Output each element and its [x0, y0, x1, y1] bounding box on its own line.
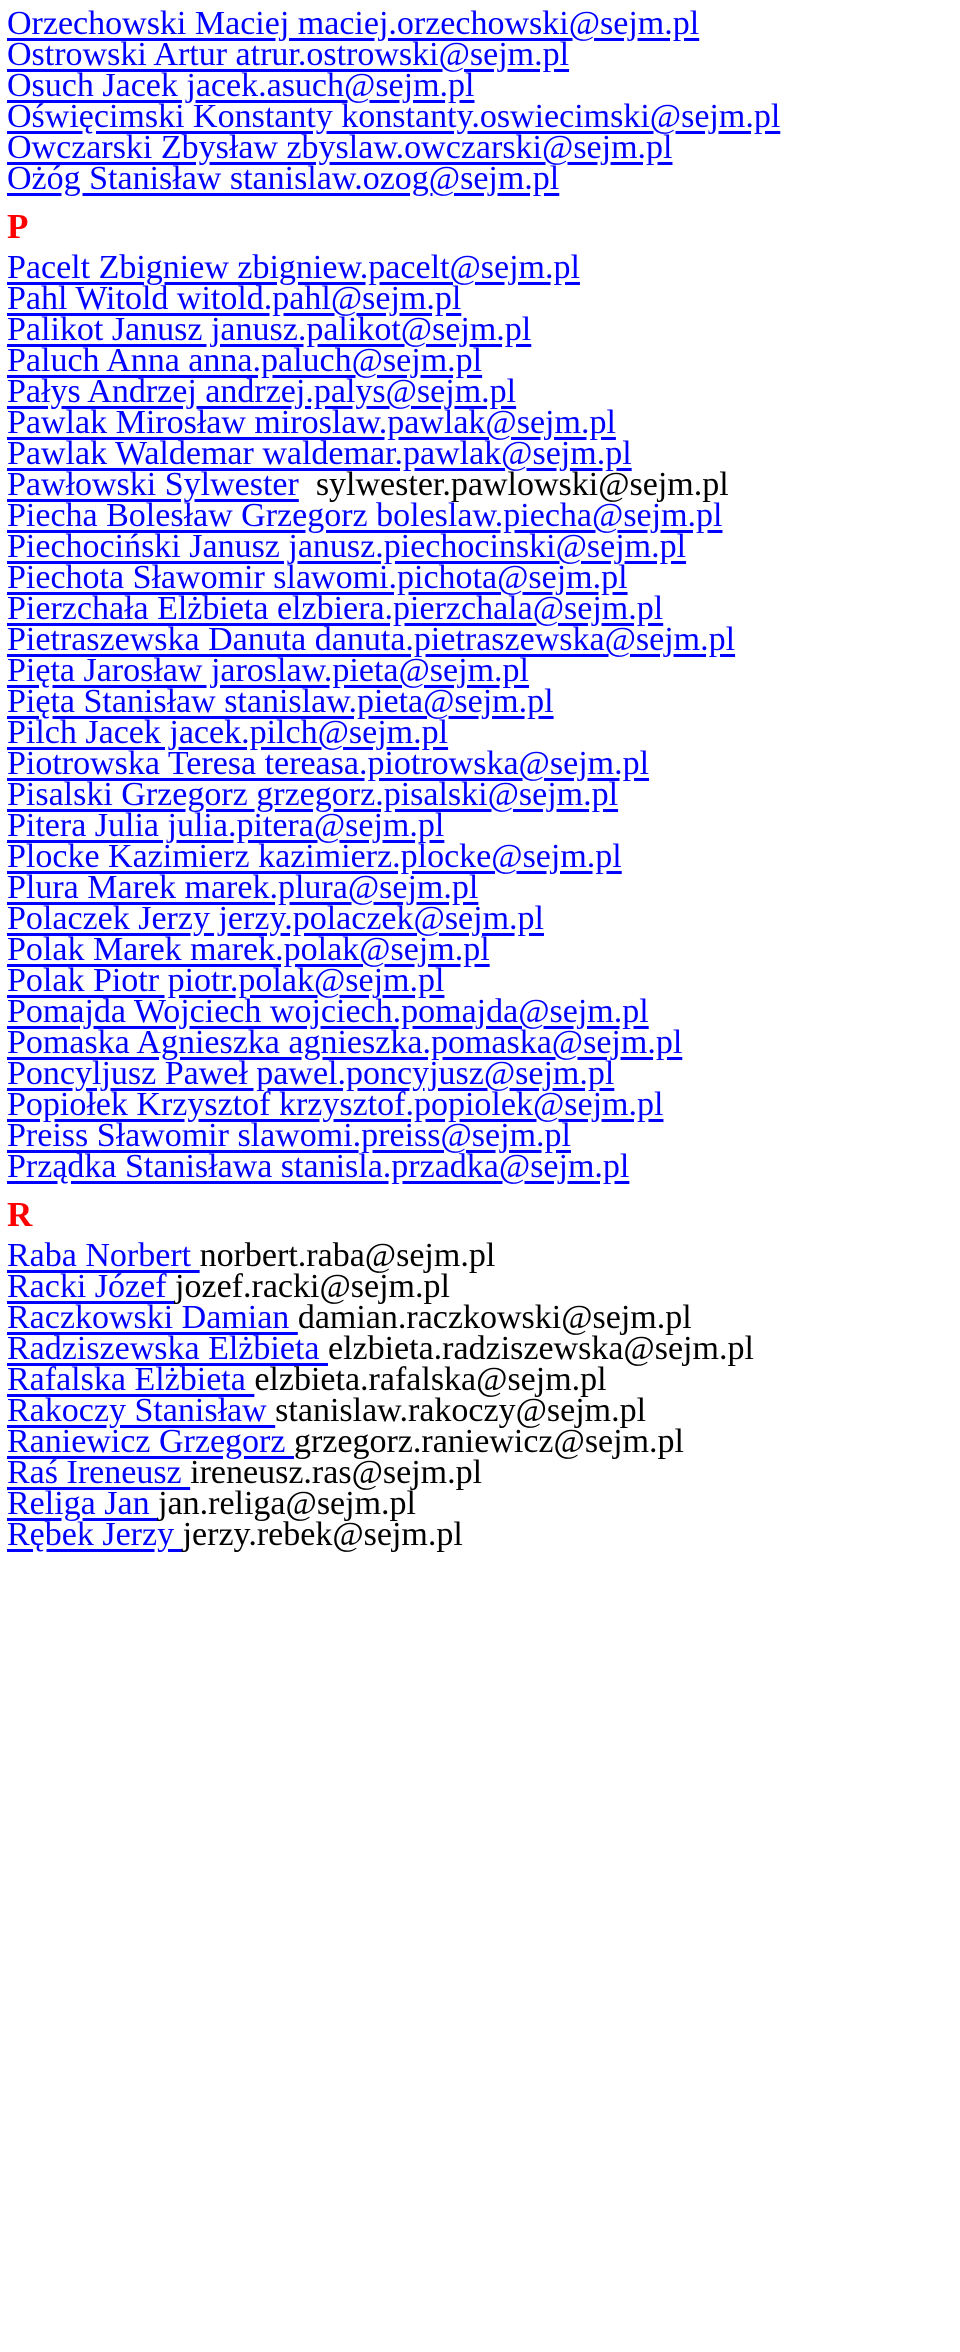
member-link[interactable]: Raniewicz Grzegorz: [7, 1423, 294, 1460]
member-link[interactable]: Piotrowska Teresa tereasa.piotrowska@sejm.pl: [7, 745, 650, 782]
member-link[interactable]: Piechota Sławomir slawomi.pichota@sejm.pl: [7, 559, 628, 596]
member-link[interactable]: Pięta Stanisław stanislaw.pieta@sejm.pl: [7, 683, 554, 720]
member-link[interactable]: Pacelt Zbigniew zbigniew.pacelt@sejm.pl: [7, 249, 580, 286]
member-link[interactable]: Rębek Jerzy: [7, 1516, 183, 1553]
member-email: grzegorz.raniewicz@sejm.pl: [293, 1423, 684, 1460]
member-link[interactable]: Piechociński Janusz janusz.piechocinski@sejm.pl: [7, 528, 687, 565]
member-link[interactable]: Pawlak Waldemar waldemar.pawlak@sejm.pl: [7, 435, 632, 472]
member-email: jan.religa@sejm.pl: [158, 1485, 416, 1522]
member-link[interactable]: Pierzchała Elżbieta elzbiera.pierzchala@sejm.pl: [7, 590, 664, 627]
member-link[interactable]: Ożóg Stanisław stanislaw.ozog@sejm.pl: [7, 160, 560, 197]
member-link[interactable]: Raczkowski Damian: [7, 1299, 298, 1336]
member-email: elzbieta.radziszewska@sejm.pl: [327, 1330, 754, 1367]
member-link[interactable]: Radziszewska Elżbieta: [7, 1330, 328, 1367]
member-link[interactable]: Pitera Julia julia.pitera@sejm.pl: [7, 807, 445, 844]
section-letter-p: P: [7, 207, 29, 246]
member-link[interactable]: Osuch Jacek jacek.asuch@sejm.pl: [7, 67, 475, 104]
member-link[interactable]: Polak Marek marek.polak@sejm.pl: [7, 931, 490, 968]
member-link[interactable]: Pawłowski Sylwester: [7, 466, 299, 503]
member-link[interactable]: Raba Norbert: [7, 1237, 200, 1274]
member-link[interactable]: Polaczek Jerzy jerzy.polaczek@sejm.pl: [7, 900, 544, 937]
member-link[interactable]: Piecha Bolesław Grzegorz boleslaw.piecha@sejm.pl: [7, 497, 723, 534]
member-link[interactable]: Preiss Sławomir slawomi.preiss@sejm.pl: [7, 1117, 571, 1154]
member-email: norbert.raba@sejm.pl: [199, 1237, 496, 1274]
member-link[interactable]: Polak Piotr piotr.polak@sejm.pl: [7, 962, 445, 999]
member-link[interactable]: Pilch Jacek jacek.pilch@sejm.pl: [7, 714, 449, 751]
member-email: jozef.racki@sejm.pl: [175, 1268, 450, 1305]
member-link[interactable]: Pawlak Mirosław miroslaw.pawlak@sejm.pl: [7, 404, 616, 441]
section-letter-r: R: [7, 1195, 33, 1234]
member-link[interactable]: Racki Józef: [7, 1268, 176, 1305]
member-link[interactable]: Rafalska Elżbieta: [7, 1361, 255, 1398]
member-link[interactable]: Oświęcimski Konstanty konstanty.oswiecimski@sejm.pl: [7, 98, 781, 135]
member-link[interactable]: Religa Jan: [7, 1485, 159, 1522]
member-email: elzbieta.rafalska@sejm.pl: [254, 1361, 607, 1398]
member-email: damian.raczkowski@sejm.pl: [297, 1299, 692, 1336]
member-link[interactable]: Pałys Andrzej andrzej.palys@sejm.pl: [7, 373, 517, 410]
member-email: sylwester.pawlowski@sejm.pl: [315, 466, 729, 503]
directory-entry: [7, 157, 559, 201]
member-link[interactable]: Pietraszewska Danuta danuta.pietraszewska@sejm.pl: [7, 621, 736, 658]
member-link[interactable]: Raś Ireneusz: [7, 1454, 191, 1491]
member-link[interactable]: Pomajda Wojciech wojciech.pomajda@sejm.pl: [7, 993, 649, 1030]
member-link[interactable]: Prządka Stanisława stanisla.przadka@sejm.pl: [7, 1148, 630, 1185]
member-link[interactable]: Popiołek Krzysztof krzysztof.popiolek@sejm.pl: [7, 1086, 664, 1123]
member-link[interactable]: Rakoczy Stanisław: [7, 1392, 276, 1429]
directory-entry: [7, 1513, 463, 1557]
member-link[interactable]: Pahl Witold witold.pahl@sejm.pl: [7, 280, 462, 317]
member-link[interactable]: Palikot Janusz janusz.palikot@sejm.pl: [7, 311, 532, 348]
member-link[interactable]: Ostrowski Artur atrur.ostrowski@sejm.pl: [7, 36, 570, 73]
member-link[interactable]: Pięta Jarosław jaroslaw.pieta@sejm.pl: [7, 652, 529, 689]
member-link[interactable]: Paluch Anna anna.paluch@sejm.pl: [7, 342, 483, 379]
member-link[interactable]: Orzechowski Maciej maciej.orzechowski@sejm.pl: [7, 5, 700, 42]
member-email: ireneusz.ras@sejm.pl: [190, 1454, 483, 1491]
directory-entry: [7, 1145, 629, 1189]
member-email: jerzy.rebek@sejm.pl: [182, 1516, 463, 1553]
member-email: stanislaw.rakoczy@sejm.pl: [275, 1392, 647, 1429]
member-link[interactable]: Pomaska Agnieszka agnieszka.pomaska@sejm.pl: [7, 1024, 683, 1061]
member-link[interactable]: Pisalski Grzegorz grzegorz.pisalski@sejm.pl: [7, 776, 619, 813]
member-link[interactable]: Owczarski Zbysław zbyslaw.owczarski@sejm.pl: [7, 129, 673, 166]
member-link[interactable]: Poncyljusz Paweł pawel.poncyjusz@sejm.pl: [7, 1055, 615, 1092]
member-link[interactable]: Plocke Kazimierz kazimierz.plocke@sejm.pl: [7, 838, 622, 875]
member-link[interactable]: Plura Marek marek.plura@sejm.pl: [7, 869, 479, 906]
